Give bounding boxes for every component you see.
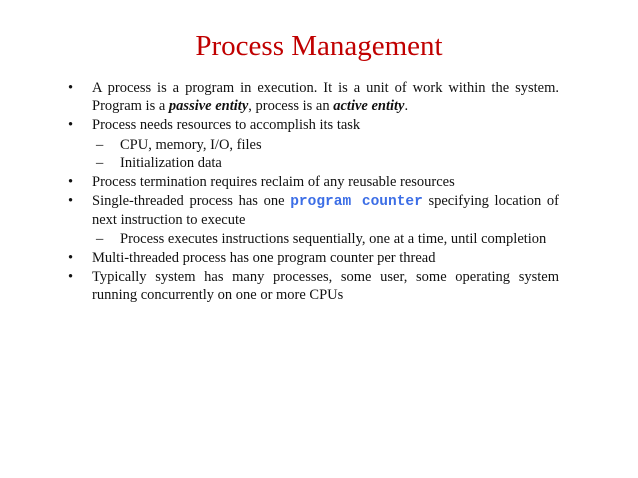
bullet-text: A process is a program in execution. It is a unit of work within the system. Program is a [92, 80, 559, 114]
bullet-icon: • [68, 117, 74, 133]
dash-icon: – [96, 155, 104, 171]
bullet-item-multi-threaded [68, 250, 559, 268]
bullet-text: Typically system has many processes, some user, some operating system running concurrently on one or more CPUs [92, 269, 559, 303]
bullet-text: specifying location of next instruction to execute [92, 193, 560, 228]
active-entity-emphasis: active entity [333, 97, 405, 114]
program-counter-highlight: program counter [290, 194, 423, 210]
bullet-text: Multi-threaded process has one program counter per thread [92, 249, 436, 266]
dash-icon: – [96, 231, 104, 247]
dash-icon: – [96, 136, 104, 153]
passive-entity-emphasis: passive entity [168, 97, 249, 114]
bullet-text: , process is an [248, 97, 334, 114]
sub-item-cpu-memory [68, 137, 559, 155]
slide-title: Process Management [195, 30, 443, 62]
bullet-icon: • [68, 193, 74, 209]
sub-item-text: Initialization data [120, 155, 222, 171]
bullet-text: Process termination requires reclaim of any reusable resources [92, 173, 455, 190]
bullet-icon: • [68, 249, 74, 266]
sub-item-sequential [68, 231, 559, 249]
bullet-icon: • [68, 80, 74, 96]
bullet-item-process-definition [68, 80, 559, 115]
bullet-item-many-processes [68, 269, 559, 304]
sub-item-text: CPU, memory, I/O, files [120, 136, 262, 153]
bullet-item-single-threaded [68, 193, 559, 229]
bullet-text: . [404, 97, 409, 114]
sub-item-text: Process executes instructions sequentially, one at a time, until completion [120, 231, 547, 247]
bullet-icon: • [68, 173, 74, 190]
bullet-text: Single-threaded process has one [92, 193, 291, 209]
bullet-text: Process needs resources to accomplish its task [92, 117, 361, 133]
bullet-icon: • [68, 269, 74, 285]
bullet-item-termination [68, 174, 559, 192]
sub-item-initialization [68, 155, 559, 173]
bullet-item-resources [68, 117, 559, 135]
bullet-list [68, 80, 559, 306]
